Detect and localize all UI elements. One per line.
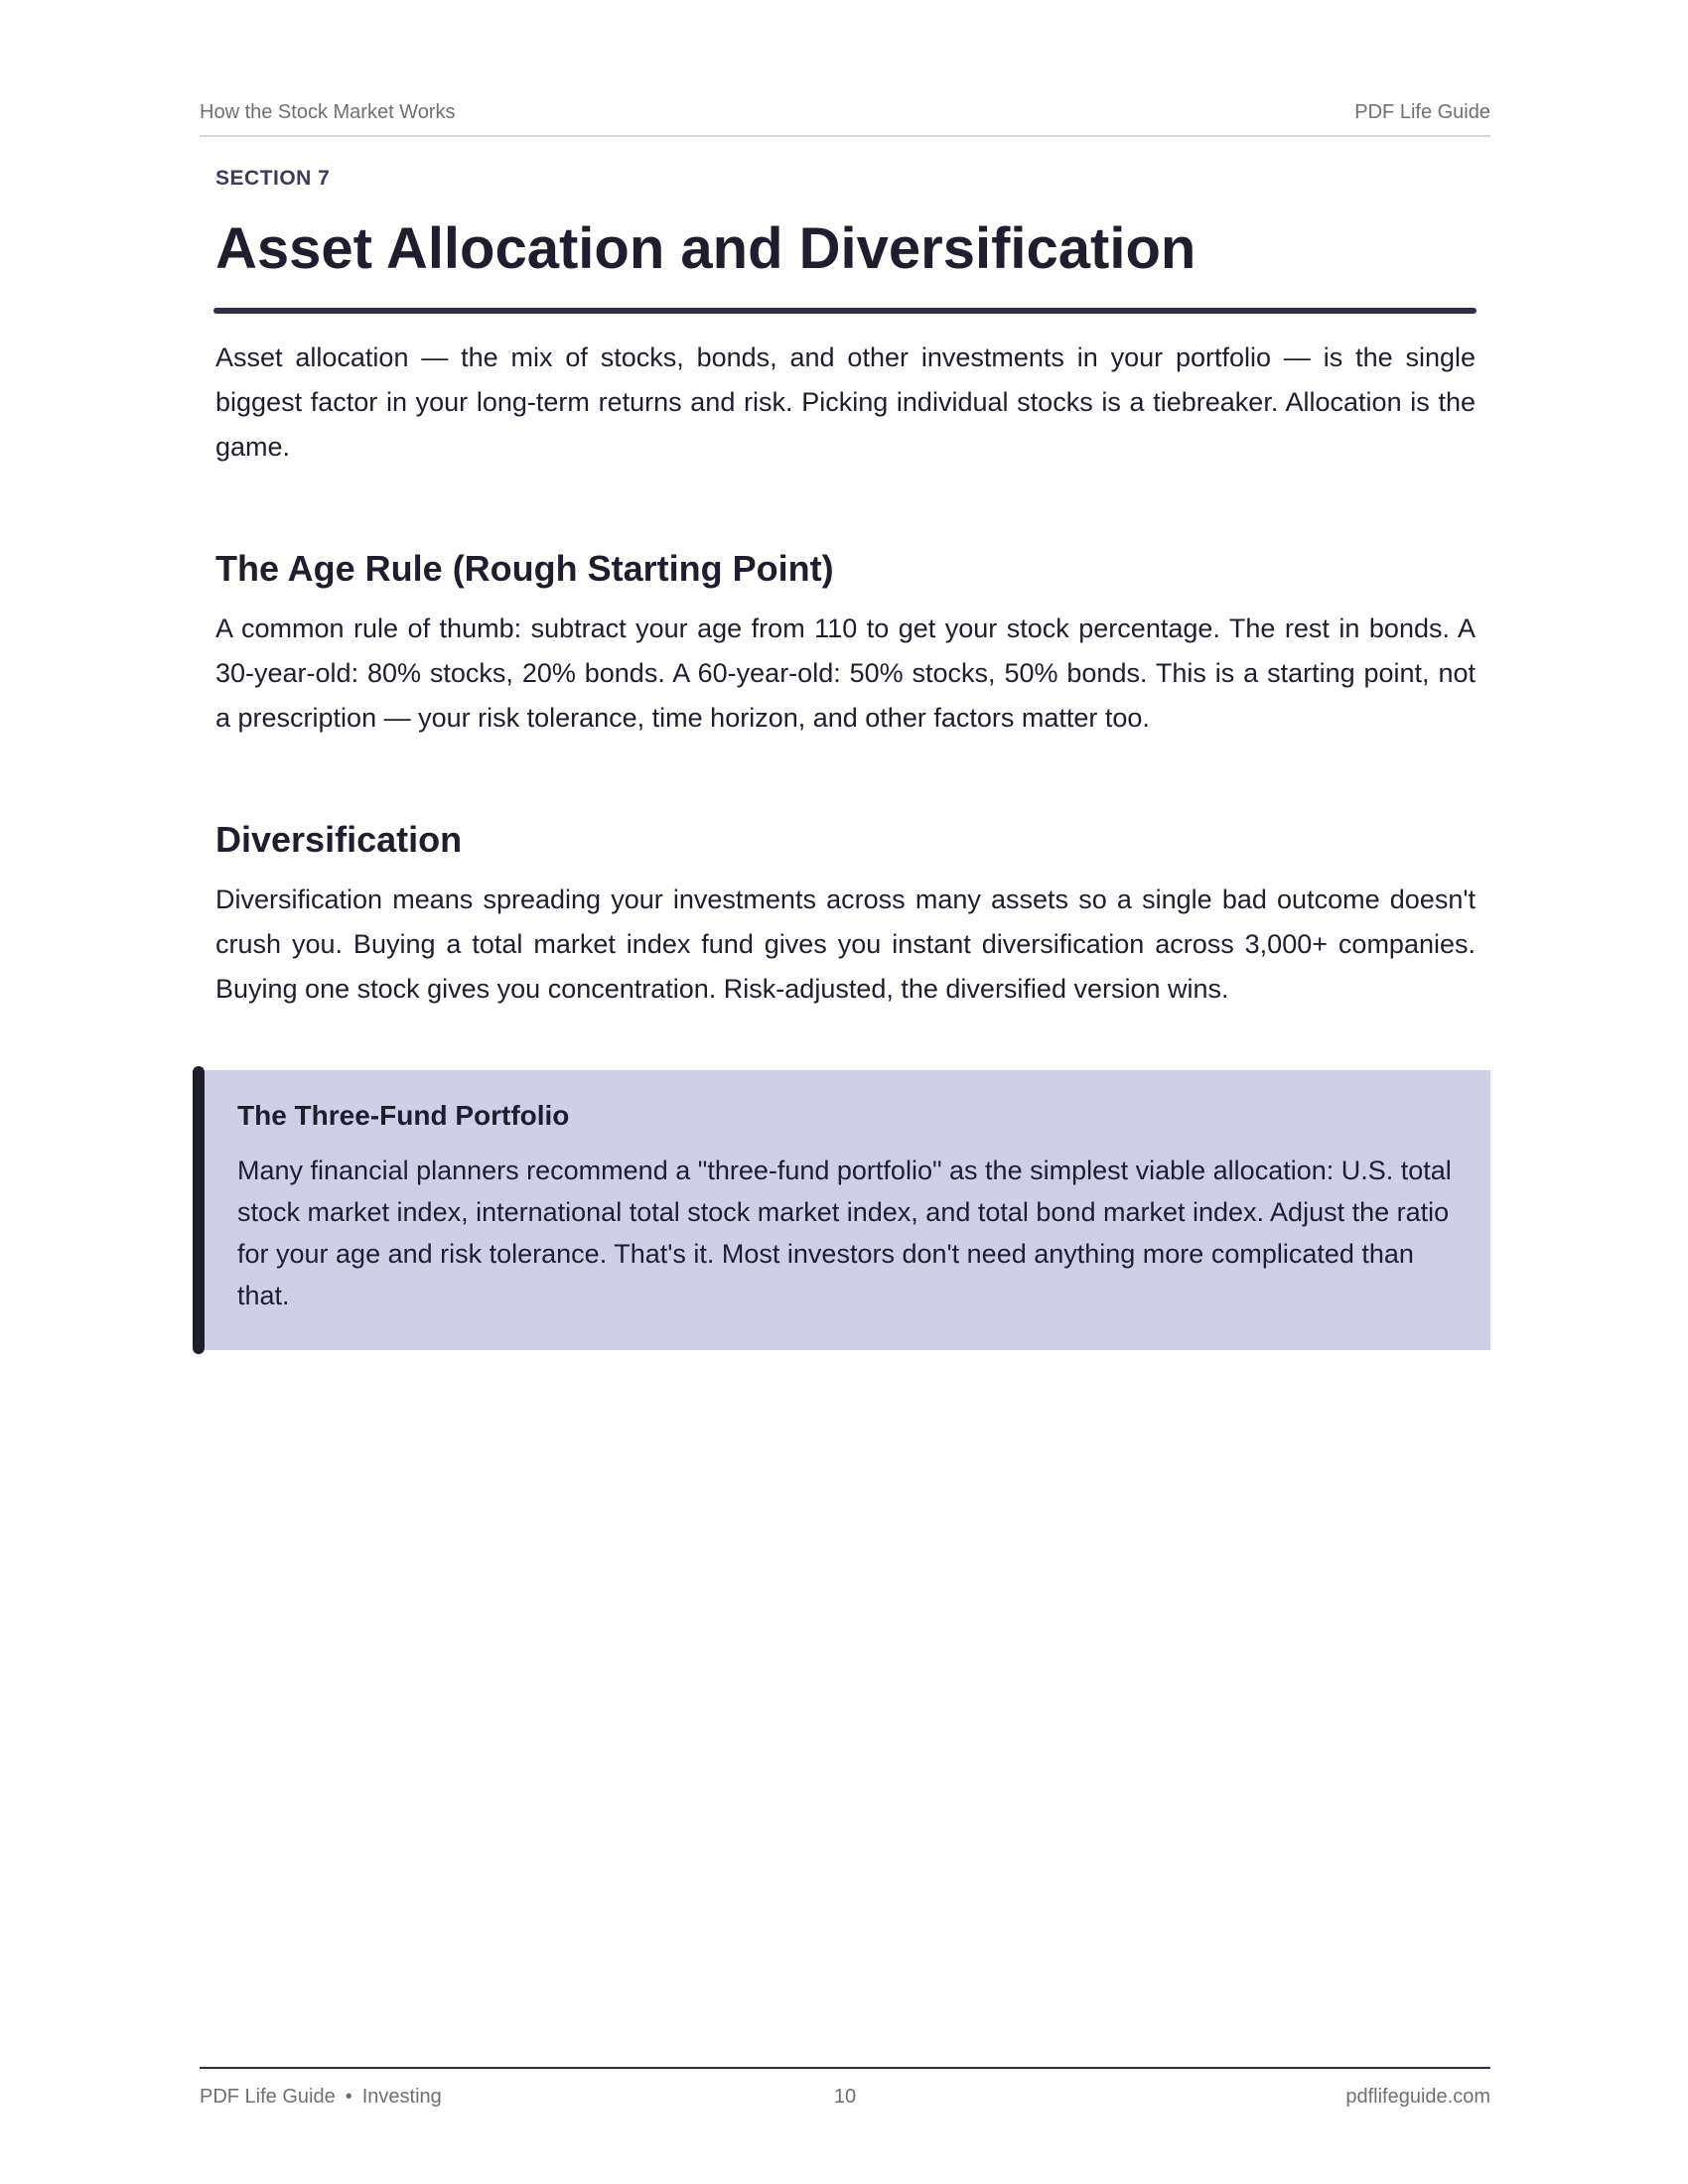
main-content [215, 159, 1476, 1012]
footer-divider [200, 2067, 1490, 2069]
footer-separator: • [345, 2086, 352, 2108]
age-rule-heading: The Age Rule (Rough Starting Point) [215, 548, 834, 589]
page-footer [200, 2086, 1490, 2114]
callout-title: The Three-Fund Portfolio [237, 1100, 570, 1131]
running-header [200, 97, 1490, 137]
three-fund-callout [193, 1070, 1490, 1350]
age-rule-paragraph: A common rule of thumb: subtract your age from 110 to get your stock percentage. The rest in bonds. A 30-year-old: 80% stocks, 20% bonds. A 60-year-old: 50% stocks, 50% bonds. This is a starting point, not a prescription — your risk tolerance, time horizon, and other factors matter too. [215, 614, 1476, 733]
diversification-paragraph: Diversification means spreading your investments across many assets so a single bad outcome doesn't crush you. Buying a total market index fund gives you instant diversification across 3,000+ companies. Buying one stock gives you concentration. Risk-adjusted, the diversified version wins. [215, 885, 1476, 1004]
page-title: Asset Allocation and Diversification [215, 216, 1196, 281]
footer-brand: PDF Life Guide [200, 2086, 336, 2108]
callout-body: Many financial planners recommend a "three-fund portfolio" as the simplest viable allocation: U.S. total stock market index, international total stock market index, and total bond market index. Adjust the ratio for your age and risk tolerance. That's it. Most investors don't need anything more complicated than that. [237, 1156, 1452, 1310]
header-publisher: PDF Life Guide [1354, 101, 1490, 123]
title-divider [213, 308, 1477, 314]
page-number: 10 [833, 2086, 857, 2108]
intro-paragraph: Asset allocation — the mix of stocks, bonds, and other investments in your portfolio — is the single biggest factor in your long-term returns and risk. Picking individual stocks is a tiebreaker. Allocation is the game. [215, 342, 1476, 462]
callout-accent-bar [193, 1066, 205, 1354]
footer-website: pdflifeguide.com [1345, 2086, 1490, 2108]
header-document-title: How the Stock Market Works [200, 101, 456, 123]
footer-category: Investing [361, 2086, 442, 2108]
section-label: SECTION 7 [215, 167, 331, 190]
diversification-heading: Diversification [215, 819, 463, 860]
